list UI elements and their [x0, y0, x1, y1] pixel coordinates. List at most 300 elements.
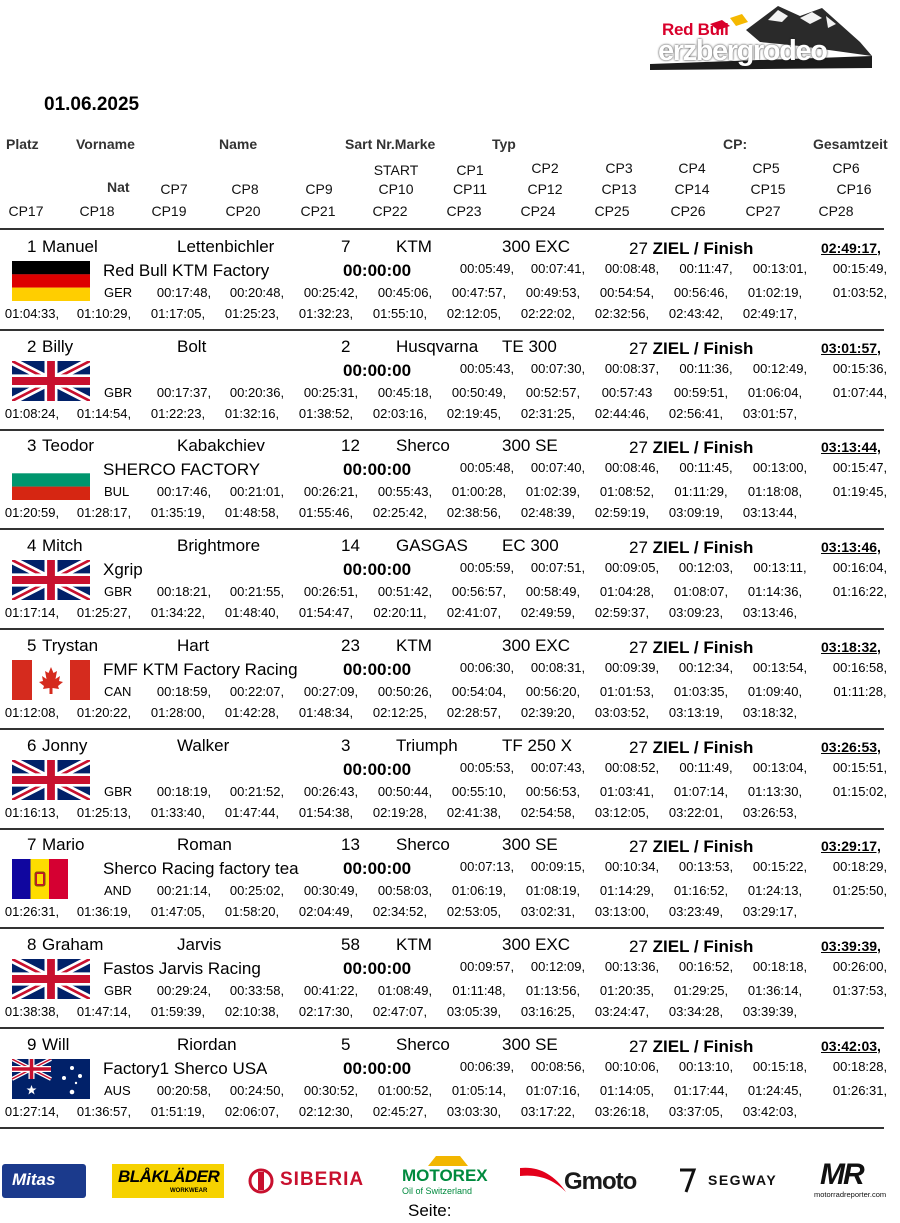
entry-position: 5 [27, 635, 37, 655]
checkpoint-time: 00:08:48, [604, 261, 660, 276]
checkpoint-time: 01:16:22, [832, 584, 888, 600]
checkpoint-time: 01:55:46, [298, 505, 354, 521]
checkpoint-time: 00:07:30, [530, 360, 586, 376]
entry-team: Sherco Racing factory tea [103, 859, 299, 879]
checkpoint-time: 00:49:53, [525, 285, 581, 300]
header-cp-label: CP14 [674, 181, 710, 197]
header-cp-label: CP4 [678, 160, 706, 176]
canada-flag-icon [12, 660, 90, 700]
checkpoint-time: 01:05:14, [451, 1082, 507, 1098]
checkpoint-time: 00:56:20, [525, 683, 581, 699]
blaklader-logo [112, 1164, 224, 1198]
entry-finish-label: ZIEL / Finish [652, 538, 754, 558]
checkpoint-time: 01:28:17, [76, 505, 132, 521]
entry-divider [0, 927, 884, 929]
checkpoint-time: 00:47:57, [451, 285, 507, 300]
header-cp-label: CP1 [456, 162, 484, 178]
header-cp-label: CP2 [531, 160, 559, 176]
entry-type: 300 SE [502, 436, 558, 456]
entry-start-time: 00:00:00 [343, 759, 412, 779]
entry-position: 7 [27, 835, 37, 855]
result-entry [0, 333, 900, 433]
checkpoint-time: 01:20:59, [4, 505, 60, 521]
entry-make: Sherco [396, 835, 450, 855]
checkpoint-time: 01:54:47, [298, 605, 354, 621]
entry-total-time: 03:39:39, [821, 937, 881, 954]
checkpoint-time: 00:13:36, [604, 958, 660, 974]
australia-flag-icon [12, 1059, 90, 1099]
checkpoint-time: 01:34:22, [150, 605, 206, 621]
checkpoint-time: 00:05:53, [459, 759, 515, 775]
checkpoint-time: 00:21:14, [156, 883, 212, 899]
checkpoint-time: 00:20:58, [156, 1082, 212, 1098]
checkpoint-time: 00:50:26, [377, 683, 433, 699]
checkpoint-time: 03:02:31, [520, 904, 576, 920]
checkpoint-time: 00:05:49, [459, 261, 515, 276]
checkpoint-time: 01:03:41, [599, 783, 655, 799]
checkpoint-time: 00:58:03, [377, 883, 433, 899]
page-label: Seite: [408, 1201, 452, 1220]
checkpoint-time: 01:00:52, [377, 1082, 433, 1098]
checkpoint-time: 02:49:17, [742, 306, 798, 321]
checkpoint-time: 00:15:51, [832, 759, 888, 775]
checkpoint-time: 01:32:16, [224, 405, 280, 421]
checkpoint-time: 00:16:52, [678, 958, 734, 974]
checkpoint-time: 01:08:49, [377, 982, 433, 998]
header-cp-label: CP27 [745, 203, 781, 219]
entry-start-time: 00:00:00 [343, 360, 412, 380]
entry-make: Triumph [396, 735, 458, 755]
checkpoint-time: 03:26:53, [742, 804, 798, 820]
header-nat: Nat [107, 179, 130, 195]
checkpoint-time: 03:23:49, [668, 904, 724, 920]
checkpoint-time: 01:42:28, [224, 704, 280, 720]
checkpoint-time: 00:21:01, [229, 484, 285, 500]
entry-total-time: 03:18:32, [821, 638, 881, 655]
checkpoint-time: 00:33:58, [229, 982, 285, 998]
entry-position: 9 [27, 1034, 37, 1054]
checkpoint-time: 03:16:25, [520, 1003, 576, 1019]
checkpoint-time: 00:13:11, [753, 560, 807, 576]
checkpoint-time: 02:47:07, [372, 1003, 428, 1019]
checkpoint-time: 00:05:59, [459, 560, 515, 576]
header-cp-label: CP28 [818, 203, 854, 219]
checkpoint-time: 00:45:06, [377, 285, 433, 300]
header-cp-label: CP5 [752, 160, 780, 176]
checkpoint-time: 00:25:02, [229, 883, 285, 899]
checkpoint-time: 00:56:57, [451, 584, 507, 600]
checkpoint-time: 01:06:19, [451, 883, 507, 899]
entry-nationality: GER [104, 285, 133, 300]
logo-event: erzbergrodeo [658, 35, 827, 67]
checkpoint-time: 03:09:19, [668, 505, 724, 521]
checkpoint-time: 02:31:25, [520, 405, 576, 421]
blaklader-text: BLÅKLÄDER [118, 1167, 220, 1186]
blaklader-subtext: WORKWEAR [170, 1188, 208, 1194]
checkpoint-time: 00:07:43, [530, 759, 586, 775]
entry-first-name: Graham [42, 934, 104, 954]
checkpoint-time: 01:48:34, [298, 704, 354, 720]
entry-start-time: 00:00:00 [343, 560, 412, 580]
checkpoint-time: 00:11:49, [679, 759, 733, 775]
result-entry [0, 931, 900, 1031]
checkpoint-time: 00:08:52, [604, 759, 660, 775]
entry-last-name: Lettenbichler [177, 237, 275, 256]
entry-first-name: Mario [42, 835, 85, 855]
checkpoint-time: 00:09:39, [604, 659, 660, 675]
entry-start-time: 00:00:00 [343, 859, 412, 879]
entry-total-time: 03:26:53, [821, 738, 881, 755]
entry-position: 1 [27, 237, 37, 256]
gmoto-swoosh-icon [520, 1164, 566, 1194]
checkpoint-time: 00:24:50, [229, 1082, 285, 1098]
checkpoint-time: 01:58:20, [224, 904, 280, 920]
checkpoint-time: 01:11:28, [833, 683, 887, 699]
entry-nationality: GBR [104, 982, 133, 998]
checkpoint-time: 01:10:29, [76, 306, 132, 321]
checkpoint-time: 03:24:47, [594, 1003, 650, 1019]
entry-last-name: Kabakchiev [177, 436, 265, 456]
uk-flag-icon [12, 560, 90, 600]
entry-first-name: Trystan [42, 635, 99, 655]
checkpoint-time: 03:17:22, [520, 1103, 576, 1119]
checkpoint-time: 00:08:37, [604, 360, 660, 376]
bulgaria-flag-icon [12, 460, 90, 500]
checkpoint-time: 01:01:53, [599, 683, 655, 699]
checkpoint-time: 02:34:52, [372, 904, 428, 920]
checkpoint-time: 00:13:54, [752, 659, 808, 675]
entry-team: Red Bull KTM Factory [103, 261, 270, 280]
checkpoint-time: 00:12:03, [678, 560, 734, 576]
checkpoint-time: 00:08:56, [530, 1058, 586, 1074]
checkpoint-time: 00:11:45, [679, 460, 733, 476]
checkpoint-time: 01:47:44, [224, 804, 280, 820]
entry-type: 300 SE [502, 835, 558, 855]
entry-first-name: Mitch [42, 536, 83, 556]
motorex-text: MOTOREX [402, 1166, 488, 1185]
checkpoint-time: 00:05:48, [459, 460, 515, 476]
header-name: Name [219, 136, 258, 152]
checkpoint-time: 01:13:56, [525, 982, 581, 998]
checkpoint-time: 02:39:20, [520, 704, 576, 720]
checkpoint-time: 01:07:44, [832, 384, 888, 400]
header-cp-label: CP15 [750, 181, 786, 197]
entry-make: Sherco [396, 436, 450, 456]
entry-make: KTM [396, 237, 432, 256]
entry-cp-count: 27 [629, 538, 648, 558]
checkpoint-time: 00:55:10, [451, 783, 507, 799]
checkpoint-time: 02:32:56, [594, 306, 650, 321]
entry-last-name: Hart [177, 635, 210, 655]
entry-finish-label: ZIEL / Finish [652, 936, 754, 956]
header-gesamtzeit: Gesamtzeit [813, 136, 888, 152]
header-cp-label: CP10 [378, 181, 414, 197]
header-cp-label: CP3 [605, 160, 633, 176]
checkpoint-time: 01:14:54, [76, 405, 132, 421]
checkpoint-time: 03:26:18, [594, 1103, 650, 1119]
checkpoint-time: 00:21:55, [229, 584, 285, 600]
checkpoint-time: 00:07:13, [459, 859, 515, 875]
uk-flag-icon [12, 760, 90, 800]
entry-cp-count: 27 [629, 837, 648, 857]
entry-start-number: 2 [341, 336, 351, 356]
checkpoint-time: 01:02:19, [747, 285, 803, 300]
segway-icon [676, 1166, 698, 1196]
checkpoint-time: 01:25:23, [224, 306, 280, 321]
header-cp-label: CP18 [79, 203, 115, 219]
checkpoint-time: 03:03:30, [446, 1103, 502, 1119]
checkpoint-time: 01:14:36, [747, 584, 803, 600]
checkpoint-time: 01:37:53, [832, 982, 888, 998]
entry-cp-count: 27 [629, 637, 648, 657]
entry-make: KTM [396, 635, 432, 655]
checkpoint-time: 02:19:45, [446, 405, 502, 421]
entry-type: 300 EXC [502, 237, 571, 256]
checkpoint-time: 02:54:58, [520, 804, 576, 820]
checkpoint-time: 01:47:14, [76, 1003, 132, 1019]
checkpoint-time: 00:06:30, [459, 659, 515, 675]
checkpoint-time: 02:22:02, [520, 306, 576, 321]
result-entry [0, 732, 900, 832]
checkpoint-time: 00:26:43, [303, 783, 359, 799]
entry-divider [0, 728, 884, 730]
mitas-text: Mitas [12, 1170, 56, 1189]
checkpoint-time: 00:08:46, [604, 460, 660, 476]
checkpoint-time: 00:08:31, [530, 659, 586, 675]
checkpoint-time: 02:12:30, [298, 1103, 354, 1119]
checkpoint-time: 01:07:16, [525, 1082, 581, 1098]
motorex-subtext: Oil of Switzerland [402, 1186, 473, 1196]
entry-nationality: GBR [104, 783, 133, 799]
header-cp-label: CP6 [832, 160, 860, 176]
entry-cp-count: 27 [629, 936, 648, 956]
checkpoint-time: 01:17:14, [4, 605, 60, 621]
erzbergrodeo-logo [650, 2, 872, 78]
checkpoint-time: 00:10:34, [604, 859, 660, 875]
header-cp: CP: [723, 136, 748, 152]
entry-nationality: BUL [104, 484, 130, 500]
checkpoint-time: 01:03:35, [673, 683, 729, 699]
entry-status [629, 937, 753, 957]
entry-status [629, 438, 753, 458]
checkpoint-time: 01:19:45, [832, 484, 888, 500]
checkpoint-time: 01:08:07, [673, 584, 729, 600]
checkpoint-time: 00:12:49, [752, 360, 808, 376]
entry-nationality: AND [104, 883, 132, 899]
entry-type: 300 SE [502, 1034, 558, 1054]
checkpoint-time: 01:06:04, [747, 384, 803, 400]
checkpoint-time: 03:01:57, [742, 405, 798, 421]
checkpoint-time: 02:49:59, [520, 605, 576, 621]
entry-total-time: 03:29:17, [821, 838, 881, 855]
checkpoint-time: 00:30:49, [303, 883, 359, 899]
checkpoint-time: 00:52:57, [525, 384, 581, 400]
checkpoint-time: 00:07:51, [530, 560, 586, 576]
sponsor-bar [0, 1152, 900, 1202]
result-entry [0, 532, 900, 632]
checkpoint-time: 00:15:49, [832, 261, 888, 276]
entry-type: EC 300 [502, 536, 559, 556]
checkpoint-time: 01:27:14, [4, 1103, 60, 1119]
checkpoint-time: 01:20:35, [599, 982, 655, 998]
header-cp-label: CP11 [453, 181, 487, 197]
checkpoint-time: 01:25:13, [76, 804, 132, 820]
entry-finish-label: ZIEL / Finish [652, 338, 754, 358]
entry-nationality: GBR [104, 584, 133, 600]
checkpoint-time: 03:13:00, [594, 904, 650, 920]
checkpoint-time: 02:59:19, [594, 505, 650, 521]
entry-finish-label: ZIEL / Finish [652, 1036, 754, 1056]
checkpoint-time: 00:21:52, [229, 783, 285, 799]
checkpoint-time: 00:18:29, [832, 859, 888, 875]
checkpoint-time: 02:56:41, [668, 405, 724, 421]
checkpoint-time: 01:04:33, [4, 306, 60, 321]
entry-start-number: 7 [341, 237, 351, 256]
entry-finish-label: ZIEL / Finish [652, 239, 754, 258]
checkpoint-time: 00:51:42, [377, 584, 433, 600]
entry-status [629, 239, 753, 259]
siberia-text: SIBERIA [280, 1169, 365, 1190]
entry-type: 300 EXC [502, 934, 571, 954]
checkpoint-time: 01:13:30, [747, 783, 803, 799]
entry-finish-label: ZIEL / Finish [652, 438, 754, 458]
header-cp-label: CP19 [151, 203, 187, 219]
entry-team: Fastos Jarvis Racing [103, 958, 261, 978]
entry-last-name: Jarvis [177, 934, 222, 954]
segway-logo [676, 1164, 794, 1198]
checkpoint-time: 00:57:43 [601, 384, 653, 400]
checkpoint-time: 01:16:52, [673, 883, 729, 899]
entry-start-number: 23 [341, 635, 360, 655]
checkpoint-time: 01:25:27, [76, 605, 132, 621]
checkpoint-time: 00:26:00, [832, 958, 888, 974]
checkpoint-time: 00:58:49, [525, 584, 581, 600]
entry-total-time: 03:13:44, [821, 439, 881, 456]
motorradreporter-logo [814, 1160, 898, 1200]
entry-last-name: Walker [177, 735, 230, 755]
checkpoint-time: 02:41:38, [446, 804, 502, 820]
checkpoint-time: 00:20:36, [229, 384, 285, 400]
entry-nationality: AUS [104, 1082, 131, 1098]
checkpoint-time: 01:51:19, [150, 1103, 206, 1119]
result-entry [0, 1031, 900, 1131]
entry-position: 4 [27, 536, 37, 556]
entry-cp-count: 27 [629, 1036, 648, 1056]
checkpoint-time: 00:29:24, [156, 982, 212, 998]
checkpoint-time: 01:55:10, [372, 306, 428, 321]
entry-cp-count: 27 [629, 239, 648, 258]
checkpoint-time: 01:00:28, [451, 484, 507, 500]
header-vorname: Vorname [76, 136, 135, 152]
entry-total-time: 02:49:17, [821, 240, 881, 256]
entry-last-name: Riordan [177, 1034, 237, 1054]
checkpoint-time: 00:56:53, [525, 783, 581, 799]
header-divider [0, 228, 884, 230]
entry-nationality: GBR [104, 384, 133, 400]
entry-make: KTM [396, 934, 432, 954]
checkpoint-time: 01:48:40, [224, 605, 280, 621]
checkpoint-time: 01:36:19, [76, 904, 132, 920]
checkpoint-time: 02:12:05, [446, 306, 502, 321]
checkpoint-time: 03:29:17, [742, 904, 798, 920]
checkpoint-time: 00:27:09, [303, 683, 359, 699]
entry-first-name: Manuel [42, 237, 98, 256]
checkpoint-time: 01:29:25, [673, 982, 729, 998]
checkpoint-time: 00:13:10, [678, 1058, 734, 1074]
checkpoint-time: 01:08:19, [525, 883, 581, 899]
checkpoint-time: 03:13:44, [742, 505, 798, 521]
checkpoint-time: 01:20:22, [76, 704, 132, 720]
entry-make: Sherco [396, 1034, 450, 1054]
mitas-logo [2, 1164, 86, 1198]
checkpoint-time: 01:14:05, [599, 1082, 655, 1098]
checkpoint-time: 00:15:22, [752, 859, 808, 875]
entry-start-time: 00:00:00 [343, 261, 412, 280]
checkpoint-time: 01:02:39, [525, 484, 581, 500]
checkpoint-time: 03:18:32, [742, 704, 798, 720]
checkpoint-time: 00:50:44, [377, 783, 433, 799]
checkpoint-time: 00:25:42, [303, 285, 359, 300]
checkpoint-time: 00:18:21, [156, 584, 212, 600]
checkpoint-time: 00:45:18, [377, 384, 433, 400]
result-entry [0, 632, 900, 732]
result-entry [0, 432, 900, 532]
checkpoint-time: 00:18:18, [752, 958, 808, 974]
checkpoint-time: 00:13:53, [678, 859, 734, 875]
entry-make: GASGAS [396, 536, 468, 556]
checkpoint-time: 00:41:22, [303, 982, 359, 998]
checkpoint-time: 00:55:43, [377, 484, 433, 500]
checkpoint-time: 01:11:48, [452, 982, 506, 998]
checkpoint-time: 00:22:07, [229, 683, 285, 699]
result-entry [0, 233, 900, 333]
entry-total-time: 03:01:57, [821, 339, 881, 356]
entry-status [629, 837, 753, 857]
header-cp-label: CP16 [836, 181, 872, 197]
entry-start-number: 58 [341, 934, 360, 954]
checkpoint-time: 01:48:58, [224, 505, 280, 521]
checkpoint-time: 00:59:51, [673, 384, 729, 400]
checkpoint-time: 02:25:42, [372, 505, 428, 521]
checkpoint-time: 01:36:14, [747, 982, 803, 998]
checkpoint-time: 00:12:09, [530, 958, 586, 974]
checkpoint-time: 02:19:28, [372, 804, 428, 820]
checkpoint-time: 01:11:29, [674, 484, 728, 500]
entry-start-number: 3 [341, 735, 351, 755]
checkpoint-time: 01:32:23, [298, 306, 354, 321]
checkpoint-time: 00:11:36, [679, 360, 733, 376]
header-cp-label: CP22 [372, 203, 408, 219]
entry-finish-label: ZIEL / Finish [652, 637, 754, 657]
checkpoint-time: 01:47:05, [150, 904, 206, 920]
entry-cp-count: 27 [629, 438, 648, 458]
entry-start-time: 00:00:00 [343, 659, 412, 679]
checkpoint-time: 00:26:51, [303, 584, 359, 600]
checkpoint-time: 00:06:39, [459, 1058, 515, 1074]
result-entry [0, 831, 900, 931]
checkpoint-time: 01:15:02, [832, 783, 888, 799]
checkpoint-time: 01:36:57, [76, 1103, 132, 1119]
checkpoint-time: 03:37:05, [668, 1103, 724, 1119]
header-cp-label: CP9 [305, 181, 333, 197]
entry-cp-count: 27 [629, 338, 648, 358]
entry-cp-count: 27 [629, 737, 648, 757]
header-startnr-marke: Sart Nr.Marke [345, 136, 436, 152]
entry-start-number: 14 [341, 536, 360, 556]
entry-finish-label: ZIEL / Finish [652, 737, 754, 757]
entry-team: SHERCO FACTORY [103, 460, 261, 480]
checkpoint-time: 01:25:50, [832, 883, 888, 899]
